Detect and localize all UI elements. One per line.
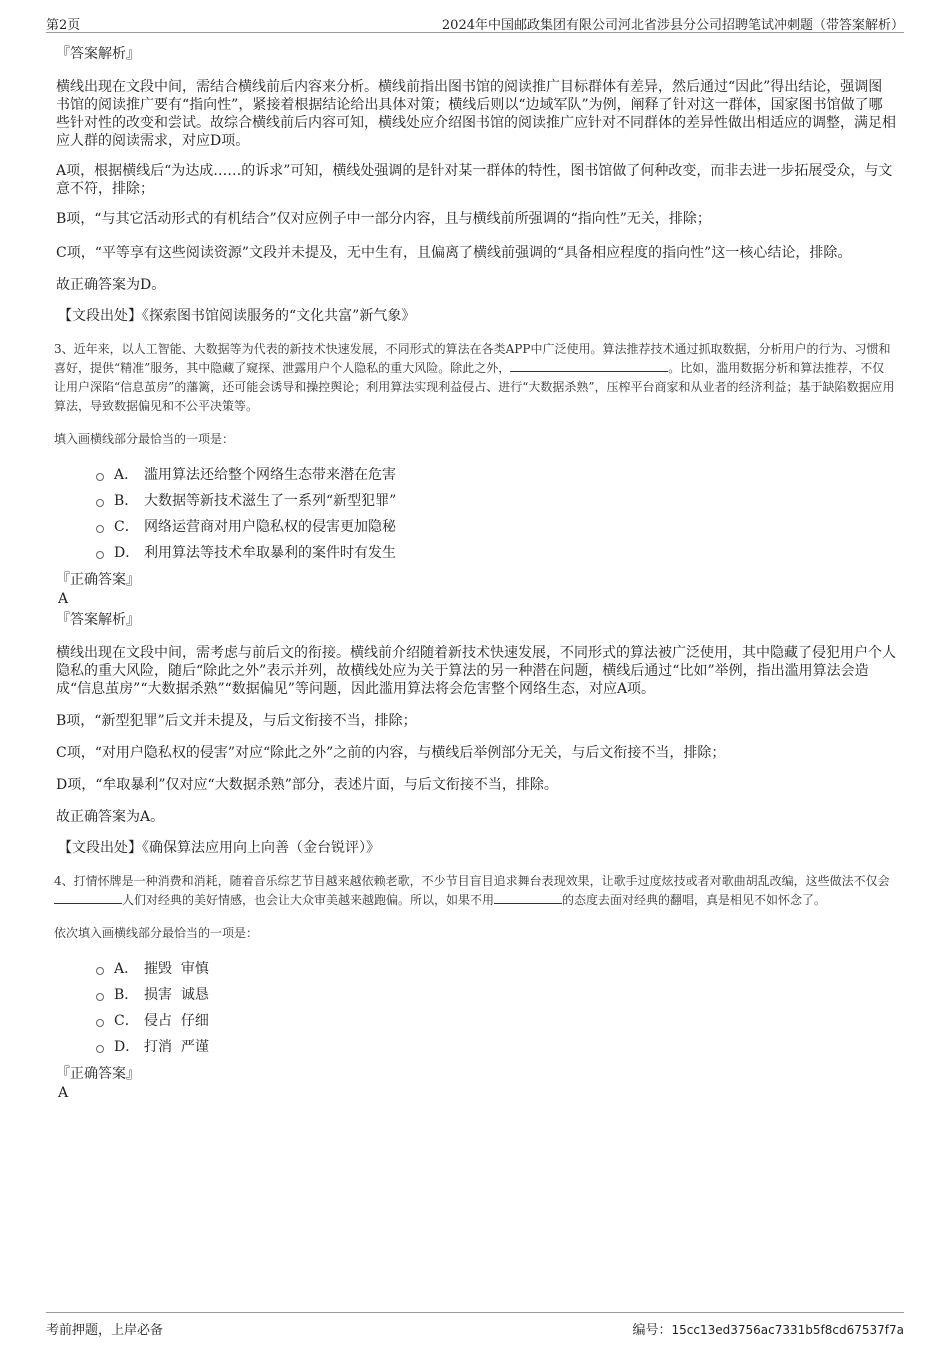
radio-icon[interactable] bbox=[96, 473, 104, 481]
q3-stem-before: 3、近年来，以人工智能、大数据等为代表的新技术快速发展，不同形式的算法在各类APP中广泛使用。算法推荐技术通过抓取数据，分析用户的行为、习惯和喜好，提供“精准”服务，其中隐藏了窥探、泄露用户个人隐私的重大风险。除此之外， bbox=[54, 342, 891, 375]
q2-analysis-option-b: B项，“与其它活动形式的有机结合”仅对应例子中一部分内容，且与横线前所强调的“指向性”无关，排除； bbox=[56, 211, 711, 227]
radio-icon[interactable] bbox=[96, 1019, 104, 1027]
page-content bbox=[56, 44, 896, 1102]
q3-analysis-option-c: C项，“对用户隐私权的侵害”对应“除此之外”之前的内容，与横线后举例部分无关，与后文衔接不当，排除； bbox=[56, 745, 726, 761]
q3-option-a[interactable]: A． 滥用算法还给整个网络生态带来潜在危害 bbox=[96, 462, 896, 488]
q4-option-c[interactable]: C． 侵占 仔细 bbox=[96, 1008, 896, 1034]
q4-blank-2 bbox=[494, 891, 562, 904]
q3-blank bbox=[510, 359, 668, 372]
q3-instruction: 填入画横线部分最恰当的一项是： bbox=[54, 432, 235, 446]
q3-stem-after: 。比如，滥用数据分析和算法推荐，不仅让用户深陷“信息茧房”的藩篱，还可能会诱导和操控舆论；利用算法实现利益侵占、进行“大数据杀熟”，压榨平台商家和从业者的经济利益；基于缺陷数据应用算法，导致数据偏见和不公平决策等。 bbox=[54, 361, 895, 413]
q3-analysis-option-d: D项，“牟取暴利”仅对应“大数据杀熟”部分，表述片面，与后文衔接不当，排除。 bbox=[56, 777, 558, 793]
radio-icon[interactable] bbox=[96, 525, 104, 533]
document-title: 2024年中国邮政集团有限公司河北省涉县分公司招聘笔试冲刺题（带答案解析） bbox=[441, 18, 904, 33]
q3-source: 【文段出处】《确保算法应用向上向善（金台锐评）》 bbox=[58, 840, 380, 856]
q2-source: 【文段出处】《探索图书馆阅读服务的“文化共富”新气象》 bbox=[58, 308, 416, 324]
radio-icon[interactable] bbox=[96, 1045, 104, 1053]
q4-option-d[interactable]: D． 打消 严谨 bbox=[96, 1034, 896, 1060]
footer-code-value: 15cc13ed3756ac7331b5f8cd67537f7a bbox=[671, 1323, 904, 1337]
page-footer bbox=[46, 1312, 904, 1337]
q3-option-b[interactable]: B． 大数据等新技术滋生了一系列“新型犯罪” bbox=[96, 488, 896, 514]
q4-answer-heading: 『正确答案』 bbox=[56, 1066, 140, 1082]
q2-analysis-option-a: A项，根据横线后“为达成……的诉求”可知，横线处强调的是针对某一群体的特性，图书馆做了何种改变，而非去进一步拓展受众，与文意不符，排除； bbox=[56, 163, 893, 197]
q3-option-c[interactable]: C． 网络运营商对用户隐私权的侵害更加隐秘 bbox=[96, 514, 896, 540]
page-header bbox=[46, 10, 904, 33]
q3-answer-heading: 『正确答案』 bbox=[56, 572, 140, 588]
radio-icon[interactable] bbox=[96, 499, 104, 507]
page-number: 第2页 bbox=[46, 18, 81, 33]
q4-answer: A bbox=[58, 1085, 69, 1101]
radio-icon[interactable] bbox=[96, 993, 104, 1001]
q3-options bbox=[96, 462, 896, 566]
q3-option-d[interactable]: D． 利用算法等技术牟取暴利的案件时有发生 bbox=[96, 540, 896, 566]
q3-analysis-option-b: B项，“新型犯罪”后文并未提及，与后文衔接不当，排除； bbox=[56, 713, 417, 729]
footer-code-label: 编号： bbox=[632, 1323, 672, 1338]
q3-analysis-paragraph: 横线出现在文段中间，需考虑与前后文的衔接。横线前介绍随着新技术快速发展，不同形式的算法被广泛使用，其中隐藏了侵犯用户个人隐私的重大风险，随后“除此之外”表示并列，故横线处应为关于算法的另一种潜在问题，横线后通过“比如”举例，指出滥用算法会造成“信息茧房”“大数据杀熟”“数据偏见”等问题，因此滥用算法将会危害整个网络生态，对应A项。 bbox=[56, 645, 896, 697]
q4-option-a[interactable]: A． 摧毁 审慎 bbox=[96, 956, 896, 982]
q4-stem: 4、打情怀牌是一种消费和消耗，随着音乐综艺节目越来越依赖老歌，不少节目盲目追求舞台表现效果，让歌手过度炫技或者对歌曲胡乱改编，这些做法不仅会人们对经典的美好情感，也会让大众审美越来越跑偏。所以，如果不用 的态度去面对经典的翻唱，真是相见不如怀念了。 bbox=[54, 874, 890, 907]
q2-conclusion: 故正确答案为D。 bbox=[56, 277, 166, 293]
q4-options bbox=[96, 956, 896, 1060]
q2-analysis-option-c: C项，“平等享有这些阅读资源”文段并未提及，无中生有，且偏离了横线前强调的“具备相应程度的指向性”这一核心结论，排除。 bbox=[56, 245, 852, 261]
q2-analysis-heading: 『答案解析』 bbox=[56, 46, 140, 62]
radio-icon[interactable] bbox=[96, 967, 104, 975]
radio-icon[interactable] bbox=[96, 551, 104, 559]
q4-instruction: 依次填入画横线部分最恰当的一项是： bbox=[54, 926, 259, 940]
q3-analysis-heading: 『答案解析』 bbox=[56, 612, 140, 628]
footer-slogan: 考前押题，上岸必备 bbox=[46, 1323, 164, 1338]
q4-blank-1 bbox=[54, 891, 122, 904]
q4-option-b[interactable]: B． 损害 诚恳 bbox=[96, 982, 896, 1008]
q2-analysis-paragraph: 横线出现在文段中间，需结合横线前后内容来分析。横线前指出图书馆的阅读推广目标群体有差异，然后通过“因此”得出结论，强调图书馆的阅读推广要有“指向性”，紧接着根据结论给出具体对策；横线后则以“边域军队”为例，阐释了针对这一群体，国家图书馆做了哪些针对性的改变和尝试。故综合横线前后内容可知，横线处应介绍图书馆的阅读推广应针对不同群体的差异性做出相适应的调整，满足相应人群的阅读需求，对应D项。 bbox=[56, 79, 896, 149]
q3-answer: A bbox=[58, 591, 69, 607]
q3-stem bbox=[54, 340, 896, 416]
footer-code bbox=[633, 1319, 905, 1338]
q3-conclusion: 故正确答案为A。 bbox=[56, 809, 165, 825]
